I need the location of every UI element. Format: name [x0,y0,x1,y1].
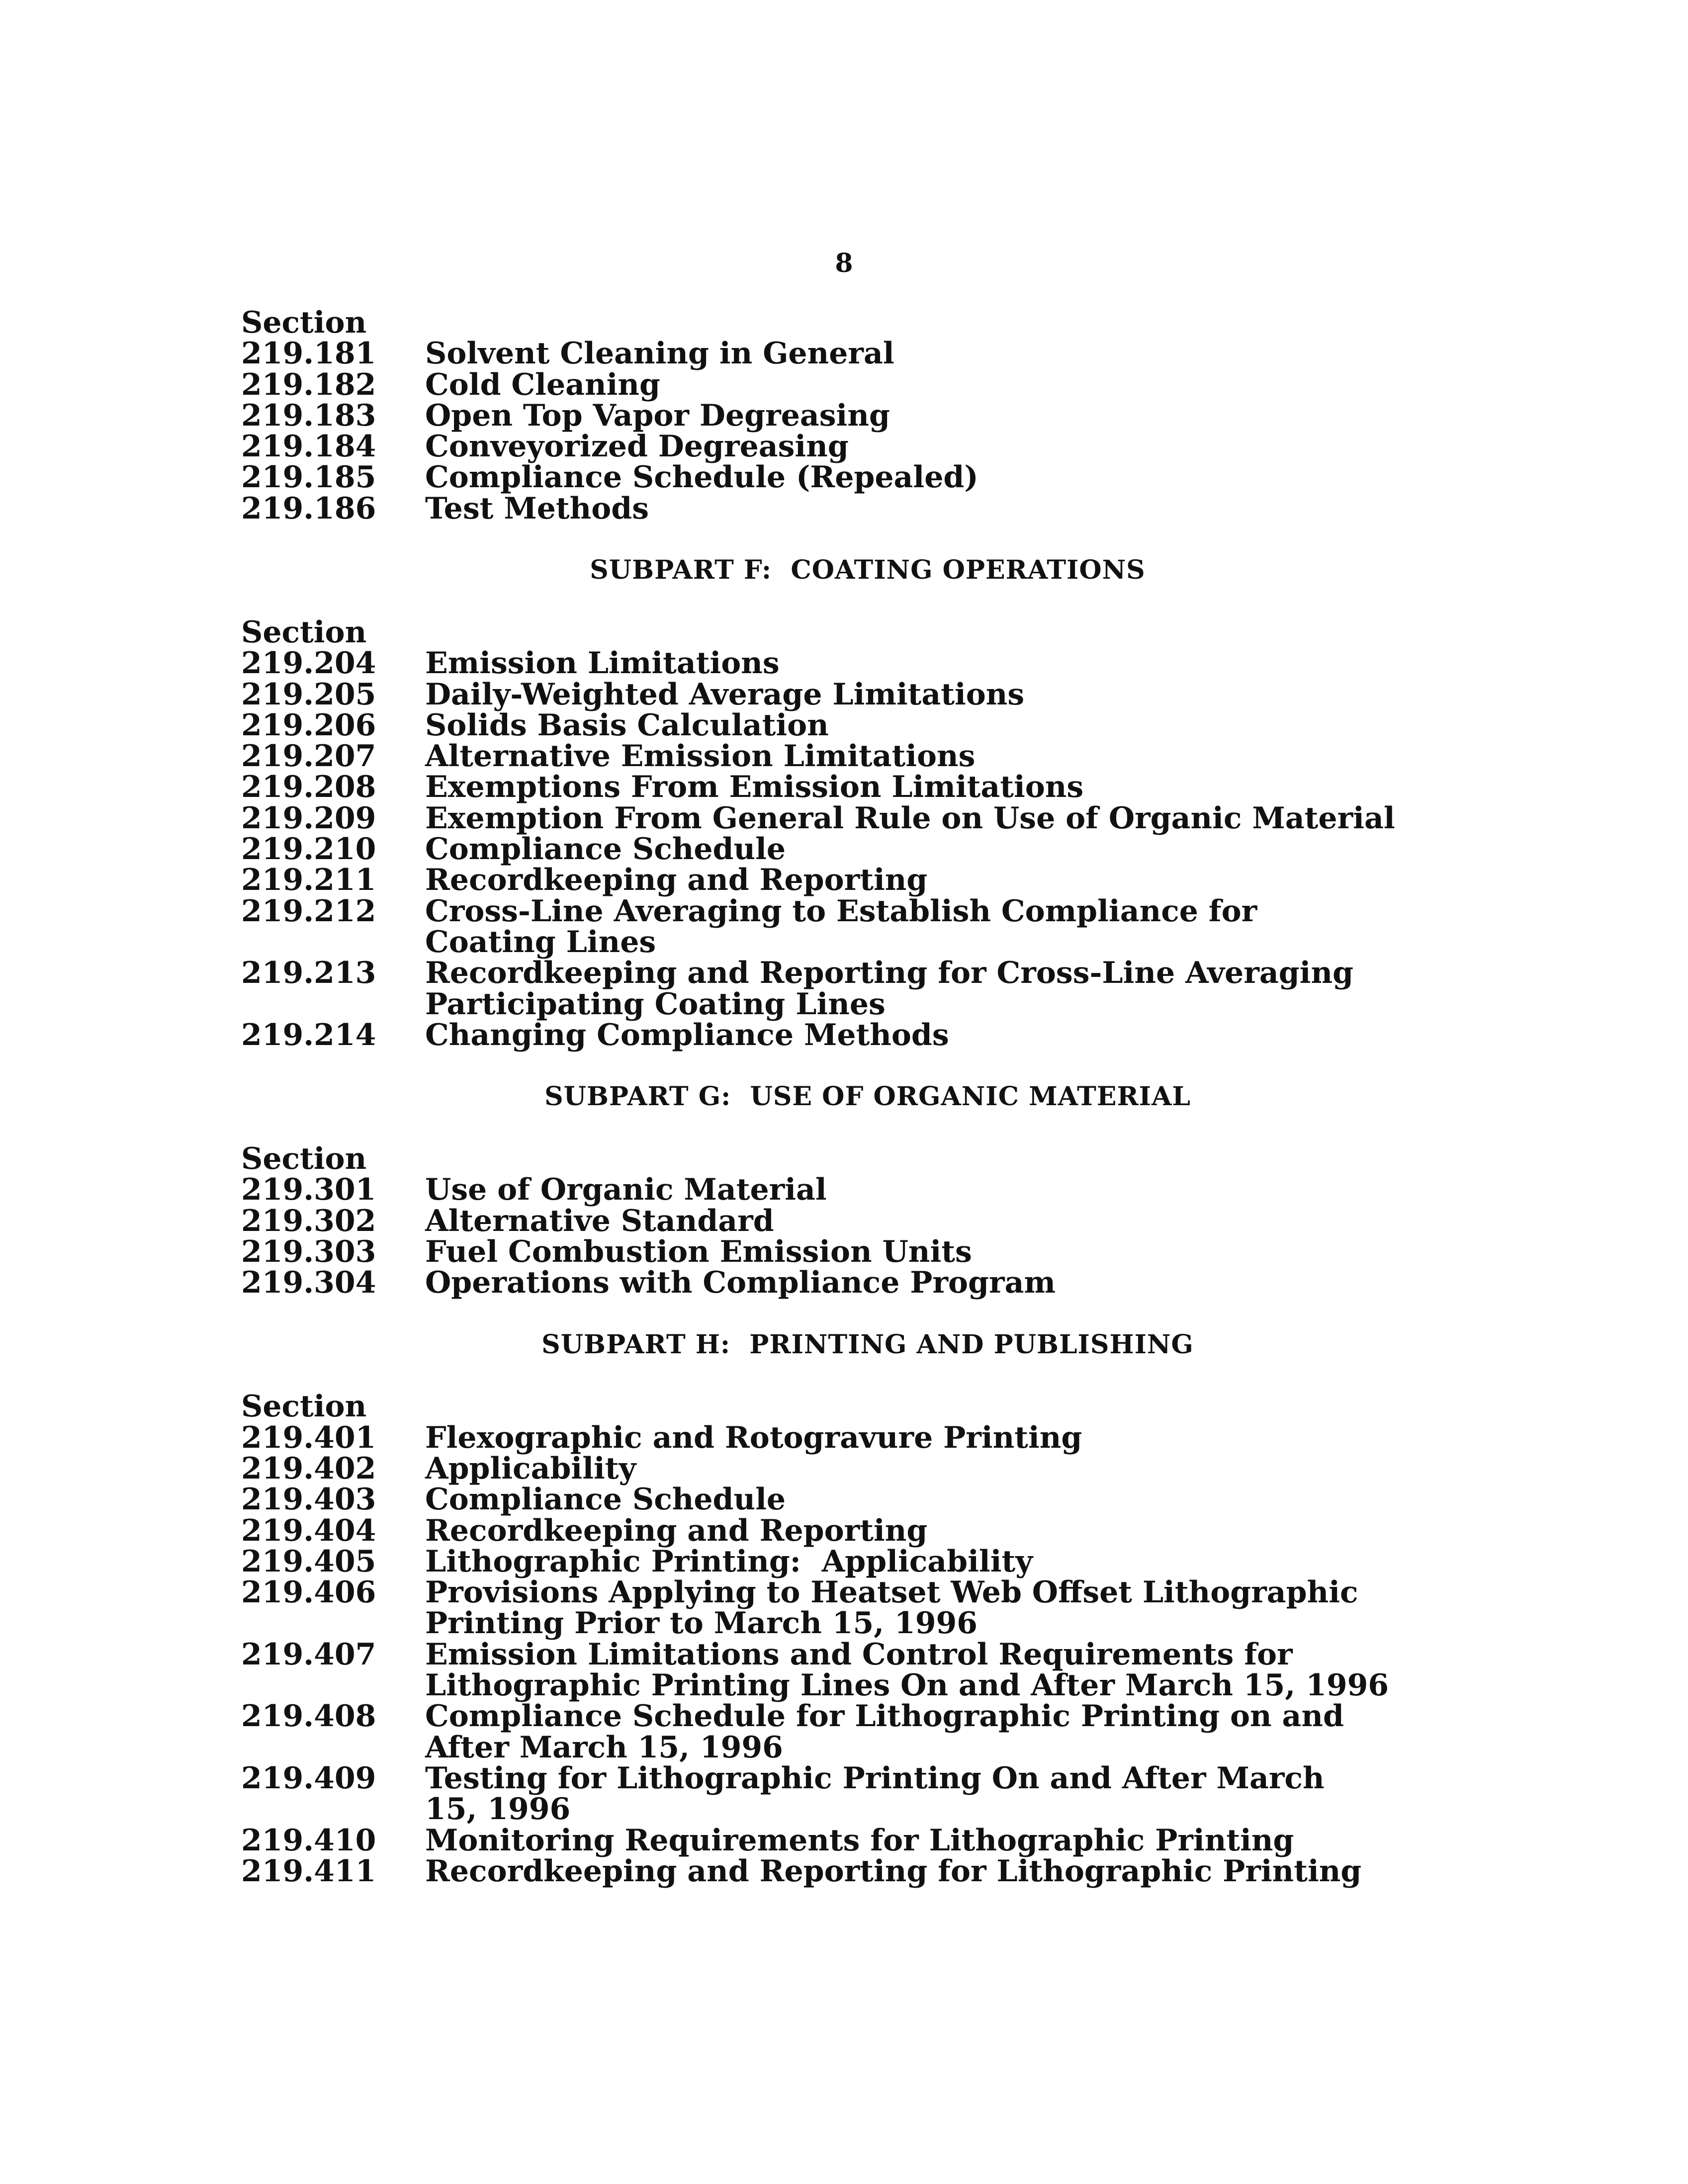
section-title: Emission Limitations and Control Requirements for Lithographic Printing Lines On and After March 15, 1996 [425,1637,1389,1703]
section-number: 219.184 [241,429,376,464]
section-column-header: Section [241,1389,367,1424]
section-number: 219.401 [241,1420,376,1455]
section-title: Recordkeeping and Reporting for Lithographic Printing [425,1853,1362,1889]
toc-group [241,1329,1494,1887]
section-number: 219.408 [241,1699,376,1734]
toc-entry [241,893,1494,960]
section-number: 219.211 [241,863,376,898]
section-column-header: Section [241,1141,367,1177]
section-column-header: Section [241,614,367,650]
section-number: 219.182 [241,367,376,402]
section-number: 219.185 [241,460,376,495]
section-title: Compliance Schedule (Repealed) [425,460,978,495]
section-number: 219.212 [241,893,376,929]
section-title: Solvent Cleaning in General [425,336,894,371]
section-number: 219.214 [241,1017,376,1052]
toc-group [241,307,1494,524]
toc-entry [241,863,1494,898]
section-title: Fuel Combustion Emission Units [425,1234,972,1269]
toc-entry [241,958,1494,1020]
section-title: Exemption From General Rule on Use of Organic Material [425,800,1395,836]
section-number: 219.303 [241,1234,376,1269]
toc-entry [241,1453,1494,1484]
section-number: 219.205 [241,677,376,712]
toc-entry [241,1760,1494,1827]
toc-entry [241,1265,1494,1301]
toc-entry [241,679,1494,710]
section-number: 219.304 [241,1265,376,1301]
section-title: Test Methods [425,491,649,526]
section-title: Alternative Emission Limitations [425,739,976,774]
section-number: 219.181 [241,336,376,371]
toc-group [241,555,1494,1050]
page-number: 8 [835,248,853,278]
section-title: Emission Limitations [425,646,780,681]
section-title: Open Top Vapor Degreasing [425,398,890,433]
toc-entry [241,1515,1494,1546]
table-of-contents [241,307,1494,1887]
toc-entry [241,493,1494,524]
toc-entry [241,1422,1494,1453]
toc-entry [241,1577,1494,1639]
toc-entry [241,1701,1494,1763]
section-number: 219.409 [241,1760,376,1796]
section-title: Solids Basis Calculation [425,707,829,743]
subpart-title: SUBPART F: COATING OPERATIONS [590,555,1146,586]
section-title: Cross-Line Averaging to Establish Compliance for Coating Lines [425,893,1257,960]
section-title: Applicability [425,1451,636,1486]
section-number: 219.407 [241,1637,376,1672]
section-title: Flexographic and Rotogravure Printing [425,1420,1082,1455]
toc-entry [241,431,1494,462]
section-title: Compliance Schedule [425,832,786,867]
section-title: Compliance Schedule [425,1482,786,1517]
section-title: Exemptions From Emission Limitations [425,770,1084,805]
toc-entry [241,1546,1494,1577]
section-number: 219.213 [241,956,376,991]
section-number: 219.411 [241,1853,376,1889]
section-title: Conveyorized Degreasing [425,429,849,464]
section-number: 219.403 [241,1482,376,1517]
section-title: Recordkeeping and Reporting [425,1513,928,1548]
section-number: 219.204 [241,646,376,681]
toc-entry [241,1236,1494,1267]
section-number: 219.209 [241,800,376,836]
toc-entry [241,1017,1494,1052]
toc-entry [241,369,1494,400]
section-number: 219.410 [241,1823,376,1858]
toc-entry [241,462,1494,493]
section-number: 219.210 [241,832,376,867]
section-title: Lithographic Printing: Applicability [425,1544,1033,1579]
section-title: Alternative Standard [425,1203,774,1238]
toc-entry [241,400,1494,431]
toc-entry [241,1172,1494,1208]
section-title: Recordkeeping and Reporting [425,863,928,898]
section-column-header: Section [241,305,367,340]
section-number: 219.406 [241,1575,376,1610]
section-number: 219.402 [241,1451,376,1486]
section-number: 219.207 [241,739,376,774]
section-number: 219.206 [241,707,376,743]
section-number: 219.186 [241,491,376,526]
toc-entry [241,1825,1494,1856]
section-number: 219.301 [241,1172,376,1208]
toc-entry [241,1639,1494,1701]
toc-entry [241,1203,1494,1238]
subpart-title: SUBPART H: PRINTING AND PUBLISHING [541,1329,1194,1360]
section-title: Compliance Schedule for Lithographic Printing on and After March 15, 1996 [425,1699,1344,1765]
toc-entry [241,770,1494,805]
section-title: Daily-Weighted Average Limitations [425,677,1025,712]
toc-group [241,1081,1494,1301]
toc-entry [241,834,1494,865]
section-title: Operations with Compliance Program [425,1265,1056,1301]
subpart-title: SUBPART G: USE OF ORGANIC MATERIAL [544,1081,1191,1112]
section-title: Recordkeeping and Reporting for Cross-Line Averaging Participating Coating Lines [425,956,1354,1022]
section-title: Monitoring Requirements for Lithographic Printing [425,1823,1294,1858]
section-title: Cold Cleaning [425,367,660,402]
toc-entry [241,648,1494,679]
section-title: Use of Organic Material [425,1172,827,1208]
toc-entry [241,741,1494,772]
section-title: Provisions Applying to Heatset Web Offset Lithographic Printing Prior to March 15, 1996 [425,1575,1358,1641]
section-title: Changing Compliance Methods [425,1017,949,1052]
section-title: Testing for Lithographic Printing On and After March 15, 1996 [425,1760,1325,1827]
section-number: 219.208 [241,770,376,805]
section-number: 219.404 [241,1513,376,1548]
toc-entry [241,338,1494,369]
section-number: 219.183 [241,398,376,433]
toc-entry [241,707,1494,743]
toc-entry [241,1484,1494,1515]
toc-entry [241,1853,1494,1889]
toc-entry [241,800,1494,836]
section-number: 219.405 [241,1544,376,1579]
section-number: 219.302 [241,1203,376,1238]
